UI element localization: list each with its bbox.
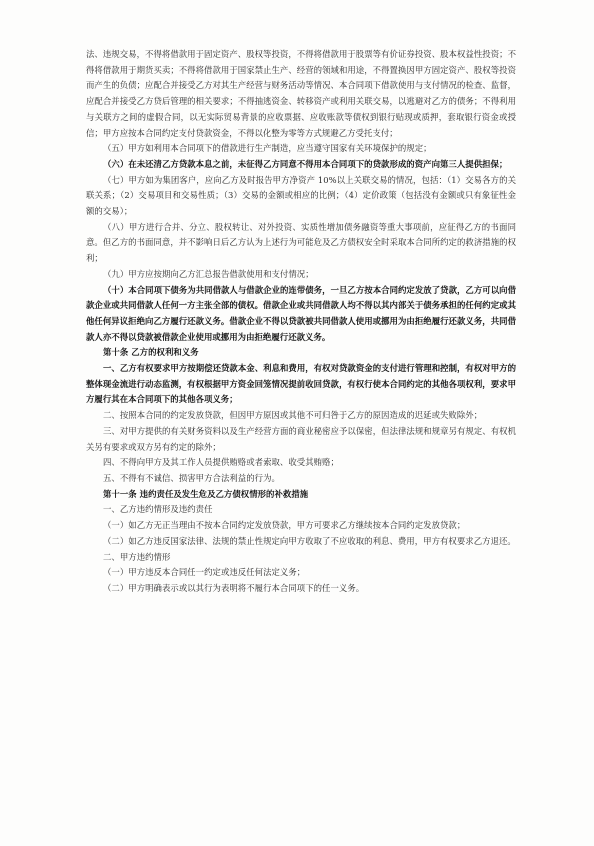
article-11-heading: 第十一条 违约责任及发生危及乙方债权情形的补救措施 [103, 488, 309, 499]
article-10-heading: 第十条 乙方的权利和义务 [103, 347, 199, 358]
article-11-section-1-item-2: （二）如乙方违反国家法律、法规的禁止性规定向甲方收取了不应收取的利息、费用，甲方有权要求乙方退还。 [103, 535, 516, 546]
article-10-item-5: 五、不得有不诚信、损害甲方合法利益的行为。 [103, 472, 280, 483]
article-11-section-1-item-1: （一）如乙方无正当理由不按本合同约定发放贷款，甲方可要求乙方继续按本合同约定发放贷款； [103, 520, 466, 531]
article-11-section-2-item-2: （二）甲方明确表示或以其行为表明将不履行本合同项下的任一义务。 [103, 582, 365, 593]
clause-9-reporting: （九）甲方应按期向乙方汇总报告借款使用和支付情况； [103, 268, 314, 279]
paragraph-continued-obligations: 法、违规交易，不得将借款用于固定资产、股权等投资，不得将借款用于股票等有价证券投资、股本权益性投资；不得将借款用于期货买卖；不得将借款用于国家禁止生产、经营的领域和用途，不得置换因甲方固定资产、股权等投资而产生的负债；应配合并接受乙方对其生产经营与财务活动等情况、本合同项下借款使用与支付情况的检查、监督，应配合并接受乙方贷后管理的相关要求；不得抽逃资金、转移资产或利用关联交易，以逃避对乙方的债务；不得利用与关联方之间的虚假合同，以无实际贸易背景的应收票据、应收账款等债权到银行贴现或质押，套取银行资金或授信；甲方应按本合同约定支付贷款资金，不得以化整为零等方式规避乙方受托支付； [86, 49, 516, 138]
clause-10-joint-liability: （十）本合同项下债务为共同借款人与借款企业的连带债务，一旦乙方按本合同约定发放了贷款，乙方可以向借款企业或共同借款人任何一方主张全部的债权。借款企业或共同借款人均不得以其内部关于债务承担的任何约定或其他任何异议拒绝向乙方履行还款义务。借款企业不得以贷款被共同借款人使用或挪用为由拒绝履行还款义务，共同借款人亦不得以贷款被借款企业使用或挪用为由拒绝履行还款义务。 [86, 284, 516, 342]
contract-body [86, 47, 516, 597]
clause-5-environment: （五）甲方如利用本合同项下的借款进行生产制造，应当遵守国家有关环境保护的规定； [103, 143, 432, 154]
article-11-section-1-title: 一、乙方违约情形及违约责任 [103, 504, 213, 515]
clause-8-major-events: （八）甲方进行合并、分立、股权转让、对外投资、实质性增加债务融资等重大事项前，应征得乙方的书面同意。但乙方的书面同意，并不影响日后乙方认为上述行为可能危及乙方债权安全时采取本合同所约定的救济措施的权利； [86, 221, 516, 264]
article-10-item-2: 二、按照本合同的约定发放贷款，但因甲方原因或其他不可归咎于乙方的原因造成的迟延或失败除外； [103, 410, 483, 421]
article-11-section-2-item-1: （一）甲方违反本合同任一约定或违反任何法定义务； [103, 567, 306, 578]
clause-6-guarantee-restriction: （六）在未还清乙方贷款本息之前，未征得乙方同意不得用本合同项下的贷款形成的资产向第三人提供担保； [103, 158, 508, 169]
article-10-item-3: 三、对甲方提供的有关财务资料以及生产经营方面的商业秘密应予以保密，但法律法规和规章另有规定、有权机关另有要求或双方另有约定的除外； [86, 425, 516, 452]
article-11-section-2-title: 二、甲方违约情形 [103, 551, 171, 562]
article-10-item-4: 四、不得向甲方及其工作人员提供贿赂或者索取、收受其贿赂； [103, 457, 339, 468]
clause-7-related-transactions: （七）甲方如为集团客户，应向乙方及时报告甲方净资产 10%以上关联交易的情况，包括：（1）交易各方的关联关系；（2）交易项目和交易性质；（3）交易的金额或相应的比例；（4）定价政策（包括没有金额或只有象征性金额的交易）； [86, 174, 516, 217]
article-10-item-1: 一、乙方有权要求甲方按期偿还贷款本金、利息和费用，有权对贷款资金的支付进行管理和控制，有权对甲方的整体现金流进行动态监测，有权根据甲方资金回笼情况提前收回贷款，有权行使本合同约定的其他各项权利，要求甲方履行其在本合同项下的其他各项义务； [86, 363, 516, 405]
